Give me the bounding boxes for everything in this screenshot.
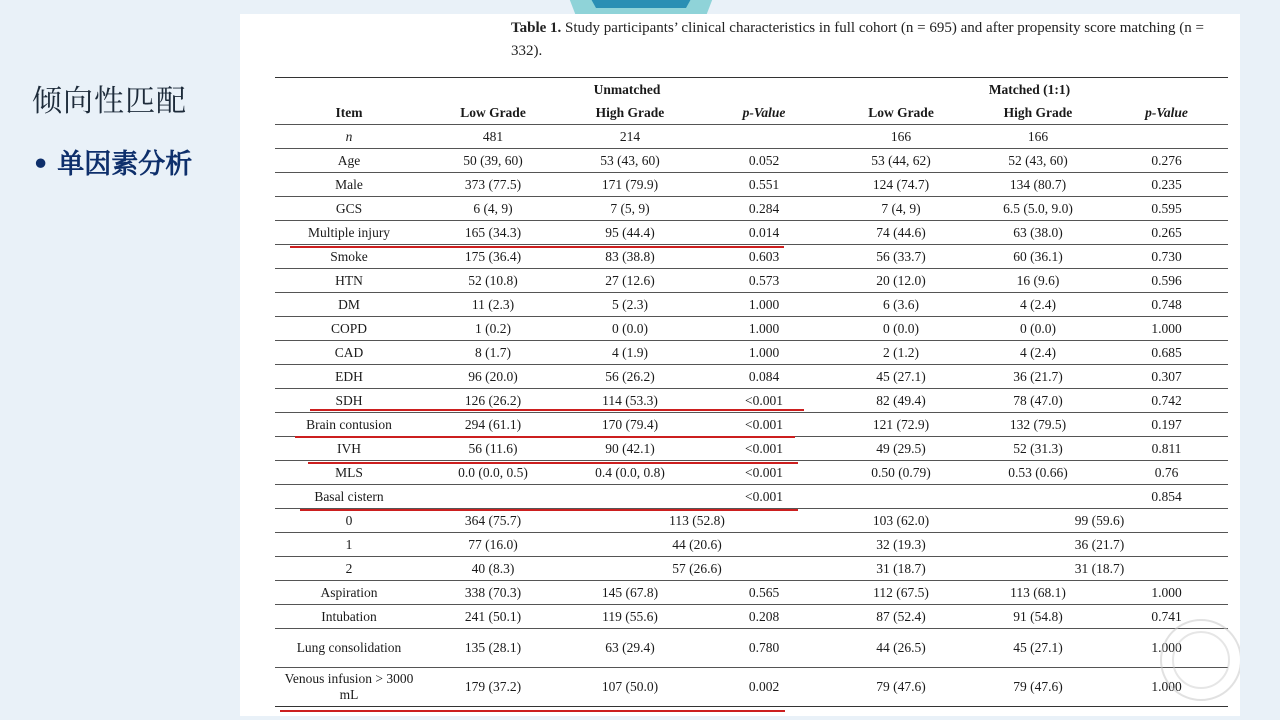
row-label: CAD [334, 344, 364, 360]
table-cell: 107 (50.0) [601, 679, 659, 694]
table-cell: 96 (20.0) [468, 368, 518, 384]
table-cell: 0.596 [1151, 272, 1182, 288]
table-cell: 0.685 [1151, 344, 1182, 360]
table-cell: 45 (27.1) [1013, 640, 1063, 655]
table-cell: <0.001 [745, 416, 783, 432]
row-label: 2 [345, 560, 353, 576]
table-row [275, 437, 1228, 461]
table-cell: 1.000 [748, 320, 780, 336]
row-label: IVH [337, 440, 361, 456]
table-cell: 63 (29.4) [605, 640, 655, 655]
row-label: HTN [335, 272, 363, 288]
header-cell: p-Value [1145, 104, 1188, 120]
table-cell: 79 (47.6) [1013, 679, 1063, 694]
table-cell: 1 (0.2) [475, 320, 511, 336]
table-cell: 175 (36.4) [464, 248, 522, 264]
table-cell: 0.603 [748, 248, 780, 264]
header-cell: Item [335, 104, 363, 120]
table-cell: 45 (27.1) [876, 368, 926, 384]
table-cell: 11 (2.3) [471, 296, 515, 312]
header-cell: High Grade [1003, 104, 1073, 120]
table-cell: 44 (20.6) [672, 536, 722, 552]
table-cell: 16 (9.6) [1016, 272, 1060, 288]
table-cell: 1.000 [1151, 640, 1182, 655]
highlight-underline-basal-cistern [300, 509, 798, 511]
table-cell: 31 (18.7) [1074, 560, 1125, 576]
table-cell: 338 (70.3) [464, 584, 522, 600]
table-cell: 27 (12.6) [605, 272, 655, 288]
row-label: DM [338, 296, 360, 312]
header-cell: p-Value [742, 104, 786, 120]
table-cell: 52 (43, 60) [1008, 152, 1068, 168]
table-cell: 1.000 [1151, 679, 1182, 694]
highlight-underline-brain-contusion [295, 436, 795, 438]
slide-title: 倾向性匹配 [32, 84, 187, 119]
table-row [275, 221, 1228, 245]
row-label: COPD [330, 320, 367, 336]
table-cell: 20 (12.0) [876, 272, 926, 288]
table-cell: 2 (1.2) [883, 344, 919, 360]
table-cell: 40 (8.3) [471, 560, 515, 576]
table-cell: 132 (79.5) [1009, 416, 1067, 432]
table-row [275, 668, 1228, 707]
table-cell: 56 (33.7) [876, 248, 926, 264]
table-cell: 124 (74.7) [872, 176, 930, 192]
table-cell: 4 (2.4) [1020, 344, 1056, 360]
table-cell: 0.307 [1151, 368, 1182, 384]
table-cell: 56 (11.6) [468, 440, 518, 456]
caption-text: Study participants’ clinical characteristics in full cohort (n = 695) and after propensity score matching (n = 332). [511, 20, 1204, 59]
table-cell: <0.001 [745, 464, 783, 480]
table-cell: 0.052 [748, 152, 780, 168]
table-row [275, 245, 1228, 269]
row-label: Lung consolidation [296, 640, 402, 655]
row-label: Basal cistern [314, 488, 384, 504]
table-cell: 53 (43, 60) [600, 152, 660, 168]
caption-label: Table 1. [511, 20, 562, 36]
bullet-dot-icon: • [32, 149, 50, 180]
table-cell: 52 (31.3) [1013, 440, 1063, 456]
table-cell: 99 (59.6) [1074, 512, 1125, 528]
table-cell: 0.50 (0.79) [871, 464, 931, 480]
table-row [275, 413, 1228, 437]
table-row [275, 629, 1228, 668]
table-cell: 0.565 [748, 584, 780, 600]
table-cell: 60 (36.1) [1013, 248, 1063, 264]
table-cell: 78 (47.0) [1013, 392, 1063, 408]
table-cell: 0.811 [1151, 440, 1182, 456]
table-row-cistern [275, 509, 1228, 533]
table-cell: 113 (52.8) [669, 512, 725, 528]
table-cell: 0.002 [748, 679, 780, 694]
characteristics-table [275, 77, 1228, 707]
table-cell: 1.000 [1151, 320, 1182, 336]
highlight-underline-venous-infusion [280, 710, 785, 712]
table-cell: 83 (38.8) [605, 248, 655, 264]
table-row [275, 341, 1228, 365]
table-cell: 7 (5, 9) [610, 200, 650, 216]
group-matched: Matched (1:1) [831, 78, 1228, 102]
table-cell: 135 (28.1) [464, 640, 522, 655]
document-image [240, 14, 1240, 716]
table-cell: 0.265 [1151, 224, 1182, 240]
highlight-underline-ivh [308, 462, 798, 464]
table-cell: 373 (77.5) [464, 176, 522, 192]
group-unmatched: Unmatched [423, 78, 831, 102]
table-cell: 7 (4, 9) [881, 200, 921, 216]
table-cell: 165 (34.3) [464, 224, 522, 240]
table-row [275, 293, 1228, 317]
table-row [275, 197, 1228, 221]
table-row [275, 581, 1228, 605]
table-cell [423, 485, 563, 509]
table-cell: 36 (21.7) [1013, 368, 1063, 384]
row-label: Brain contusion [306, 416, 392, 432]
table-cell: 119 (55.6) [602, 608, 658, 624]
table-row [275, 485, 1228, 509]
table-cell: 0.854 [1151, 488, 1182, 504]
group-header-row [275, 78, 1228, 102]
table-row-cistern [275, 557, 1228, 581]
row-label: GCS [335, 200, 363, 216]
table-cell: 214 [619, 128, 641, 144]
table-cell: <0.001 [745, 392, 783, 408]
table-cell [971, 485, 1105, 509]
table-cell: 0.208 [748, 608, 780, 624]
table-cell: 481 [482, 128, 504, 144]
table-cell: 364 (75.7) [464, 512, 522, 528]
header-cell: Low Grade [868, 104, 934, 120]
table-cell: 0.4 (0.0, 0.8) [595, 464, 665, 480]
table-cell: 0.76 [1154, 464, 1179, 480]
table-cell: 87 (52.4) [876, 608, 926, 624]
table-cell: 134 (80.7) [1009, 176, 1067, 192]
table-cell: 79 (47.6) [876, 679, 926, 694]
table-cell: 0.551 [748, 176, 780, 192]
table-cell: 95 (44.4) [605, 224, 655, 240]
header-cell: High Grade [595, 104, 665, 120]
table-row-cistern [275, 533, 1228, 557]
table-caption [511, 17, 1227, 63]
table-cell: 6 (4, 9) [473, 200, 513, 216]
row-label: Multiple injury [307, 224, 391, 240]
row-label: MLS [335, 464, 363, 480]
table-cell: 0.0 (0.0, 0.5) [458, 464, 528, 480]
table-cell: 52 (10.8) [468, 272, 518, 288]
row-label: Smoke [330, 248, 368, 264]
table-cell: 0.014 [748, 224, 780, 240]
table-row [275, 125, 1228, 149]
table-cell: <0.001 [745, 440, 783, 456]
table-cell: 0.741 [1151, 608, 1182, 624]
table-cell: 179 (37.2) [464, 679, 522, 694]
row-label: SDH [335, 392, 363, 408]
table-cell [697, 125, 831, 149]
row-label: 0 [345, 512, 353, 528]
table-cell: 0.197 [1151, 416, 1182, 432]
table-cell: 32 (19.3) [876, 536, 926, 552]
table-cell: 31 (18.7) [876, 560, 926, 576]
table-cell: 1.000 [748, 344, 780, 360]
table-cell: 1.000 [1151, 584, 1182, 600]
table-cell: 0 (0.0) [883, 320, 919, 336]
table-cell: 8 (1.7) [475, 344, 511, 360]
table-cell: 0.730 [1151, 248, 1182, 264]
table-cell: 1.000 [748, 296, 780, 312]
table-row [275, 149, 1228, 173]
column-header-row [275, 101, 1228, 125]
table-cell: 4 (2.4) [1020, 296, 1056, 312]
table-cell: 57 (26.6) [672, 560, 722, 576]
table-cell: 0 (0.0) [612, 320, 648, 336]
highlight-underline-sdh [310, 409, 804, 411]
table-cell: 0.235 [1151, 176, 1182, 192]
table-row [275, 173, 1228, 197]
table-cell: 74 (44.6) [876, 224, 926, 240]
table-cell: 56 (26.2) [605, 368, 655, 384]
table-cell: 50 (39, 60) [463, 152, 523, 168]
table-cell: 103 (62.0) [872, 512, 930, 528]
table-cell: 166 [890, 128, 912, 144]
table-cell: 166 [1027, 128, 1049, 144]
table-cell: 0.595 [1151, 200, 1182, 216]
table-cell: 114 (53.3) [602, 392, 658, 408]
table-cell: 0.53 (0.66) [1008, 464, 1068, 480]
table-cell: 113 (68.1) [1010, 584, 1066, 600]
table-cell: 0.573 [748, 272, 780, 288]
table-cell: 90 (42.1) [605, 440, 655, 456]
table-cell: 0.780 [748, 640, 780, 655]
table-cell: 44 (26.5) [876, 640, 926, 655]
table-cell: 91 (54.8) [1013, 608, 1063, 624]
table-row [275, 461, 1228, 485]
row-label: n [345, 128, 353, 144]
table-cell: 0.084 [748, 368, 780, 384]
table-row [275, 269, 1228, 293]
row-label: Aspiration [320, 584, 378, 600]
table-cell: 82 (49.4) [876, 392, 926, 408]
row-label: Age [337, 152, 361, 168]
row-label: 1 [345, 536, 353, 552]
table-cell: 36 (21.7) [1074, 536, 1125, 552]
table-cell: 53 (44, 62) [871, 152, 931, 168]
table-cell: 241 (50.1) [464, 608, 522, 624]
table-cell: 0.284 [748, 200, 780, 216]
table-cell: 6.5 (5.0, 9.0) [1003, 200, 1073, 216]
table-cell: 0 (0.0) [1020, 320, 1056, 336]
table-cell [563, 485, 697, 509]
table-cell: <0.001 [745, 488, 783, 504]
table-cell [1105, 125, 1228, 149]
table-cell: 0.276 [1151, 152, 1182, 168]
table-cell: 170 (79.4) [601, 416, 659, 432]
table-cell: 4 (1.9) [612, 344, 648, 360]
table-cell [831, 485, 971, 509]
watermark-icon [1160, 619, 1240, 701]
table-cell: 171 (79.9) [601, 176, 659, 192]
table-row [275, 317, 1228, 341]
table-row [275, 365, 1228, 389]
table-cell: 0.742 [1151, 392, 1182, 408]
row-label: Venous infusion > 3000 mL [284, 671, 414, 702]
table-cell: 121 (72.9) [872, 416, 930, 432]
table-cell: 5 (2.3) [612, 296, 648, 312]
table-cell: 6 (3.6) [883, 296, 919, 312]
highlight-underline-multiple-injury [290, 246, 784, 248]
table-cell: 0.748 [1151, 296, 1182, 312]
table-cell: 126 (26.2) [464, 392, 522, 408]
table-cell: 145 (67.8) [601, 584, 659, 600]
table-cell: 294 (61.1) [464, 416, 522, 432]
table-cell: 112 (67.5) [873, 584, 929, 600]
header-cell: Low Grade [460, 104, 526, 120]
bullet-text: 单因素分析 [57, 149, 193, 180]
table-cell: 77 (16.0) [468, 536, 518, 552]
row-label: EDH [335, 368, 363, 384]
table-cell: 49 (29.5) [876, 440, 926, 456]
bullet-item [32, 142, 192, 181]
table-row [275, 605, 1228, 629]
row-label: Male [335, 176, 363, 192]
row-label: Intubation [321, 608, 377, 624]
table-cell: 63 (38.0) [1013, 224, 1063, 240]
